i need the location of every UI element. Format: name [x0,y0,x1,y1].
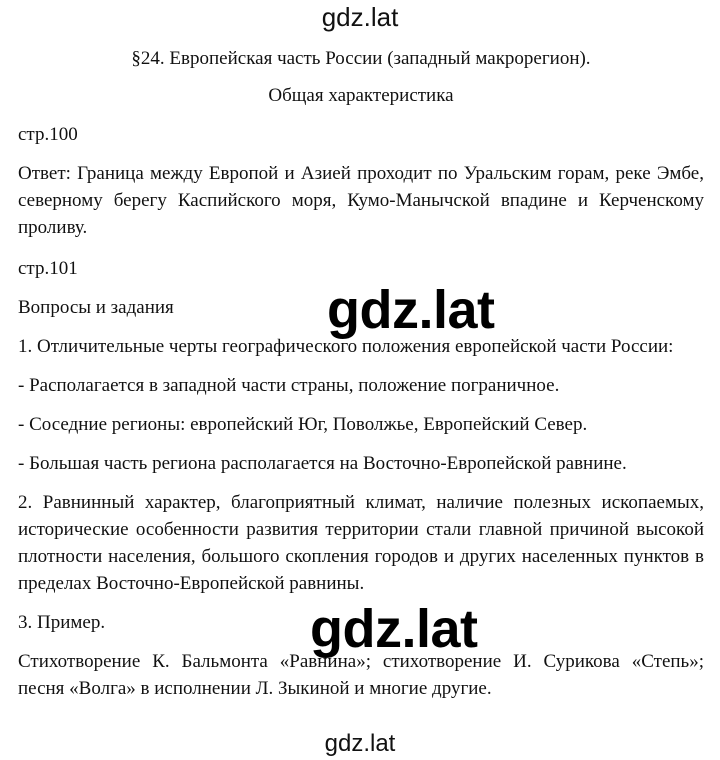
page-ref-101: стр.101 [18,258,78,279]
bullet-3: - Большая часть региона располагается на Восточно-Европейской равнине. [18,453,627,474]
section-title: §24. Европейская часть России (западный макрорегион). [131,48,591,69]
question-1: 1. Отличительные черты географического положения европейской части России: [18,336,674,357]
example-paragraph: Стихотворение К. Бальмонта «Равнина»; стихотворение И. Сурикова «Степь»; песня «Волга» в исполнении Л. Зыкиной и многие другие. [18,651,704,699]
questions-heading: Вопросы и задания [18,297,174,318]
watermark-bottom: gdz.lat [324,730,396,757]
question-2: 2. Равнинный характер, благоприятный климат, наличие полезных ископаемых, исторические особенности развития территории стали главной причиной высокой плотности населения, большого скопления городов и других населенных пунктов в пределах Восточно-Европейской равнины. [18,492,704,594]
bullet-1: - Располагается в западной части страны, положение пограничное. [18,375,560,396]
answer-paragraph: Ответ: Граница между Европой и Азией проходит по Уральским горам, реке Эмбе, северному берегу Каспийского моря, Кумо-Манычской впадине и Керченскому проливу. [18,163,704,238]
page-ref-100: стр.100 [18,124,78,145]
question-3: 3. Пример. [18,612,106,633]
bullet-2: - Соседние регионы: европейский Юг, Поволжье, Европейский Север. [18,414,588,435]
section-subtitle: Общая характеристика [268,85,454,106]
watermark-middle: gdz.lat [327,280,495,340]
watermark-top: gdz.lat [321,2,399,32]
watermark-lower: gdz.lat [310,599,478,659]
